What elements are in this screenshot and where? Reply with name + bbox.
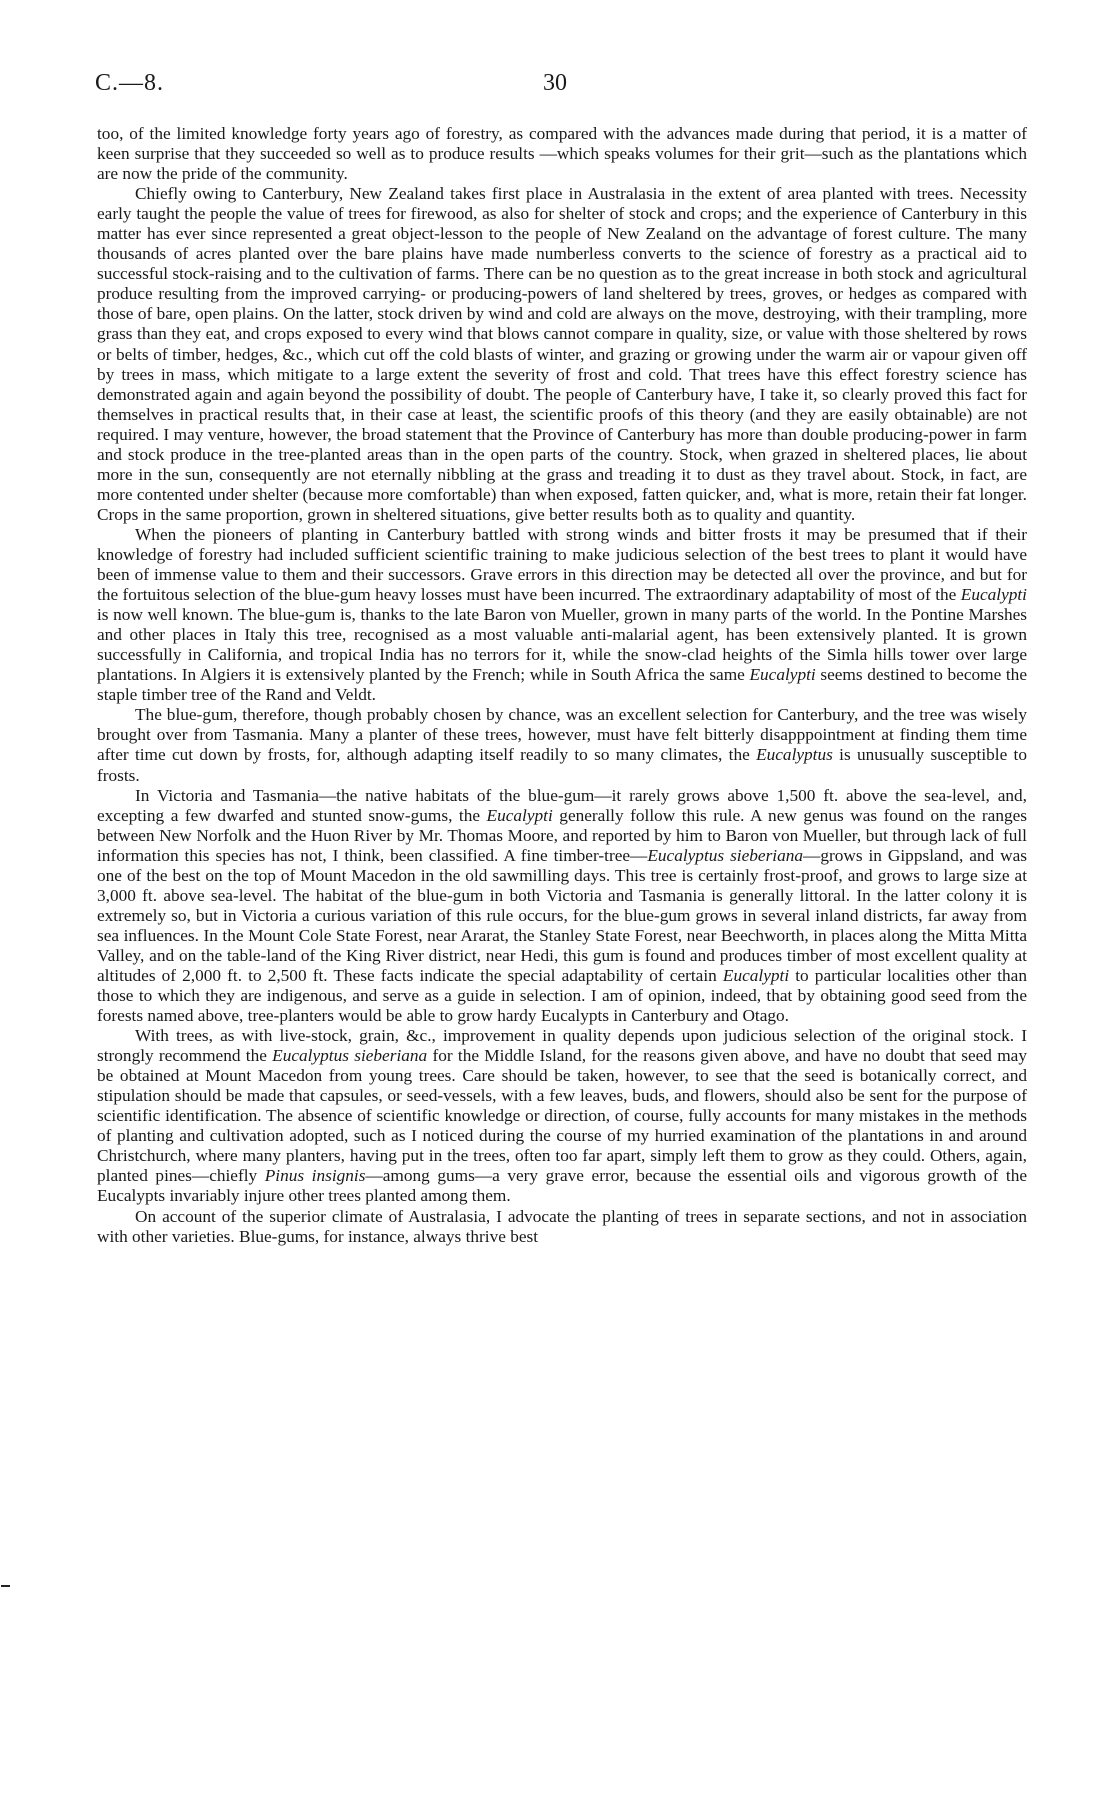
- italic-term: Eucalyptus sieberiana: [647, 845, 804, 865]
- italic-term: Eucalypti: [749, 665, 816, 685]
- italic-term: Eucalypti: [722, 965, 790, 985]
- paragraph-victoria-tasmania: In Victoria and Tasmania—the native habitats of the blue-gum—it rarely grows above 1,500 ft. above the sea-level, and, excepting a few dwarfed and stunted snow-gums, the Eucalypti generally follow this rule. A new genus was found on the ranges between New Norfolk and the Huon River by Mr. Thomas Moore, and reported by him to Baron von Mueller, but through lack of full information this species has not, I think, been classified. A fine timber-tree—Eucalyptus sieberiana—grows in Gippsland, and was one of the best on the top of Mount Macedon in the old sawmilling days. This tree is certainly frost-proof, and grows to large size at 3,000 ft. above sea-level. The habitat of the blue-gum in both Victoria and Tasmania is generally littoral. In the latter colony it is extremely so, but in Victoria a curious variation of this rule occurs, for the blue-gum grows in several inland districts, far away from sea influences. In the Mount Cole State Forest, near Ararat, the Stanley State Forest, near Beechworth, in places along the Mitta Mitta Valley, and on the table-land of the King River district, near Hedi, this gum is found and produces timber of most excellent quality at altitudes of 2,000 ft. to 2,500 ft. These facts indicate the special adaptability of certain Eucalypti to particular localities other than those to which they are indigenous, and serve as a guide in selection. I am of opinion, indeed, that by obtaining good seed from the forests named above, tree-planters would be able to grow hardy Eucalypts in Canterbury and Otago.: [97, 785, 1027, 1026]
- italic-term: Eucalypti: [960, 585, 1027, 605]
- margin-mark: [1, 1585, 10, 1587]
- document-reference: C.—8.: [95, 70, 165, 96]
- italic-term: Eucalyptus sieberiana: [272, 1046, 428, 1066]
- paragraph-continuation: too, of the limited knowledge forty years ago of forestry, as compared with the advances made during that period, it is a matter of keen surprise that they succeeded so well as to produce results —which speaks volumes for their grit—such as the plantations which are now the pride of the community.: [97, 124, 1027, 184]
- page-number: 30: [543, 70, 567, 96]
- paragraph-blue-gum-selection: The blue-gum, therefore, though probably chosen by chance, was an excellent selection for Canterbury, and the tree was wisely brought over from Tasmania. Many a planter of these trees, however, must have felt bitterly disapppointment at finding them time after time cut down by frosts, for, although adapting itself readily to so many climates, the Eucalyptus is unusually susceptible to frosts.: [97, 705, 1027, 785]
- paragraph-pioneers-planting: When the pioneers of planting in Canterbury battled with strong winds and bitter frosts it may be presumed that if their knowledge of forestry had included sufficient scientific training to make judicious selection of the best trees to plant it would have been of immense value to them and their successors. Grave errors in this direction may be detected all over the province, and but for the fortuitous selection of the blue-gum heavy losses must have been incurred. The extraordinary adaptability of most of the Eucalypti is now well known. The blue-gum is, thanks to the late Baron von Mueller, grown in many parts of the world. In the Pontine Marshes and other places in Italy this tree, recognised as a most valuable anti-malarial agent, has been extensively planted. It is grown successfully in California, and tropical India has no terrors for it, while the snow-clad heights of the Simla hills tower over large plantations. In Algiers it is extensively planted by the French; while in South Africa the same Eucalypti seems destined to become the staple timber tree of the Rand and Veldt.: [97, 524, 1027, 705]
- paragraph-canterbury-shelter: Chiefly owing to Canterbury, New Zealand takes first place in Australasia in the extent of area planted with trees. Necessity early taught the people the value of trees for firewood, as also for shelter of stock and crops; and the experience of Canterbury in this matter has ever since represented a great object-lesson to the people of New Zealand on the advantage of forest culture. The many thousands of acres planted over the bare plains have made numberless converts to the science of forestry as a practical aid to successful stock-raising and to the cultivation of farms. There can be no question as to the great increase in both stock and agricultural produce resulting from the improved carrying- or producing-powers of land sheltered by trees, groves, or hedges as compared with those of bare, open plains. On the latter, stock driven by wind and cold are always on the move, destroying, with their trampling, more grass than they eat, and crops exposed to every wind that blows cannot compare in quality, size, or value with those sheltered by rows or belts of timber, hedges, &c., which cut off the cold blasts of winter, and grazing or growing under the warm air or vapour given off by trees in mass, which mitigate to a large extent the severity of frost and cold. That trees have this effect forestry science has demonstrated again and again beyond the possibility of doubt. The people of Canterbury have, I take it, so clearly proved this fact for themselves in practical results that, in their case at least, the scientific proofs of this theory (and they are easily obtainable) are not required. I may venture, however, the broad statement that the Province of Canterbury has more than double producing-power in farm and stock produce in the tree-planted areas than in the open parts of the country. Stock, when grazed in sheltered places, lie about more in the sun, consequently are not eternally nibbling at the grass and treading it to dust as they travel about. Stock, in fact, are more contented under shelter (because more comfortable) than when exposed, fatten quicker, and, what is more, retain their fat longer. Crops in the same proportion, grown in sheltered situations, give better results both as to quality and quantity.: [97, 184, 1027, 524]
- page-header: [95, 70, 1025, 104]
- body-text: [97, 124, 1027, 1247]
- italic-term: Eucalyptus: [756, 745, 833, 765]
- paragraph-superior-climate: On account of the superior climate of Australasia, I advocate the planting of trees in separate sections, and not in association with other varieties. Blue-gums, for instance, always thrive best: [97, 1206, 1027, 1246]
- italic-term: Eucalypti: [486, 805, 553, 825]
- paragraph-live-stock-comparison: With trees, as with live-stock, grain, &c., improvement in quality depends upon judicious selection of the original stock. I strongly recommend the Eucalyptus sieberiana for the Middle Island, for the reasons given above, and have no doubt that seed may be obtained at Mount Macedon from young trees. Care should be taken, however, to see that the seed is botanically correct, and stipulation should be made that capsules, or seed-vessels, with a few leaves, buds, and flowers, should also be sent for the purpose of scientific identification. The absence of scientific knowledge or direction, of course, fully accounts for many mistakes in the methods of planting and cultivation adopted, such as I noticed during the course of my hurried examination of the plantations in and around Christchurch, where many planters, having put in the trees, often too far apart, simply left them to grow as they could. Others, again, planted pines—chiefly Pinus insignis—among gums—a very grave error, because the essential oils and vigorous growth of the Eucalypts invariably injure other trees planted among them.: [97, 1026, 1028, 1206]
- italic-term: Pinus insignis: [264, 1166, 366, 1186]
